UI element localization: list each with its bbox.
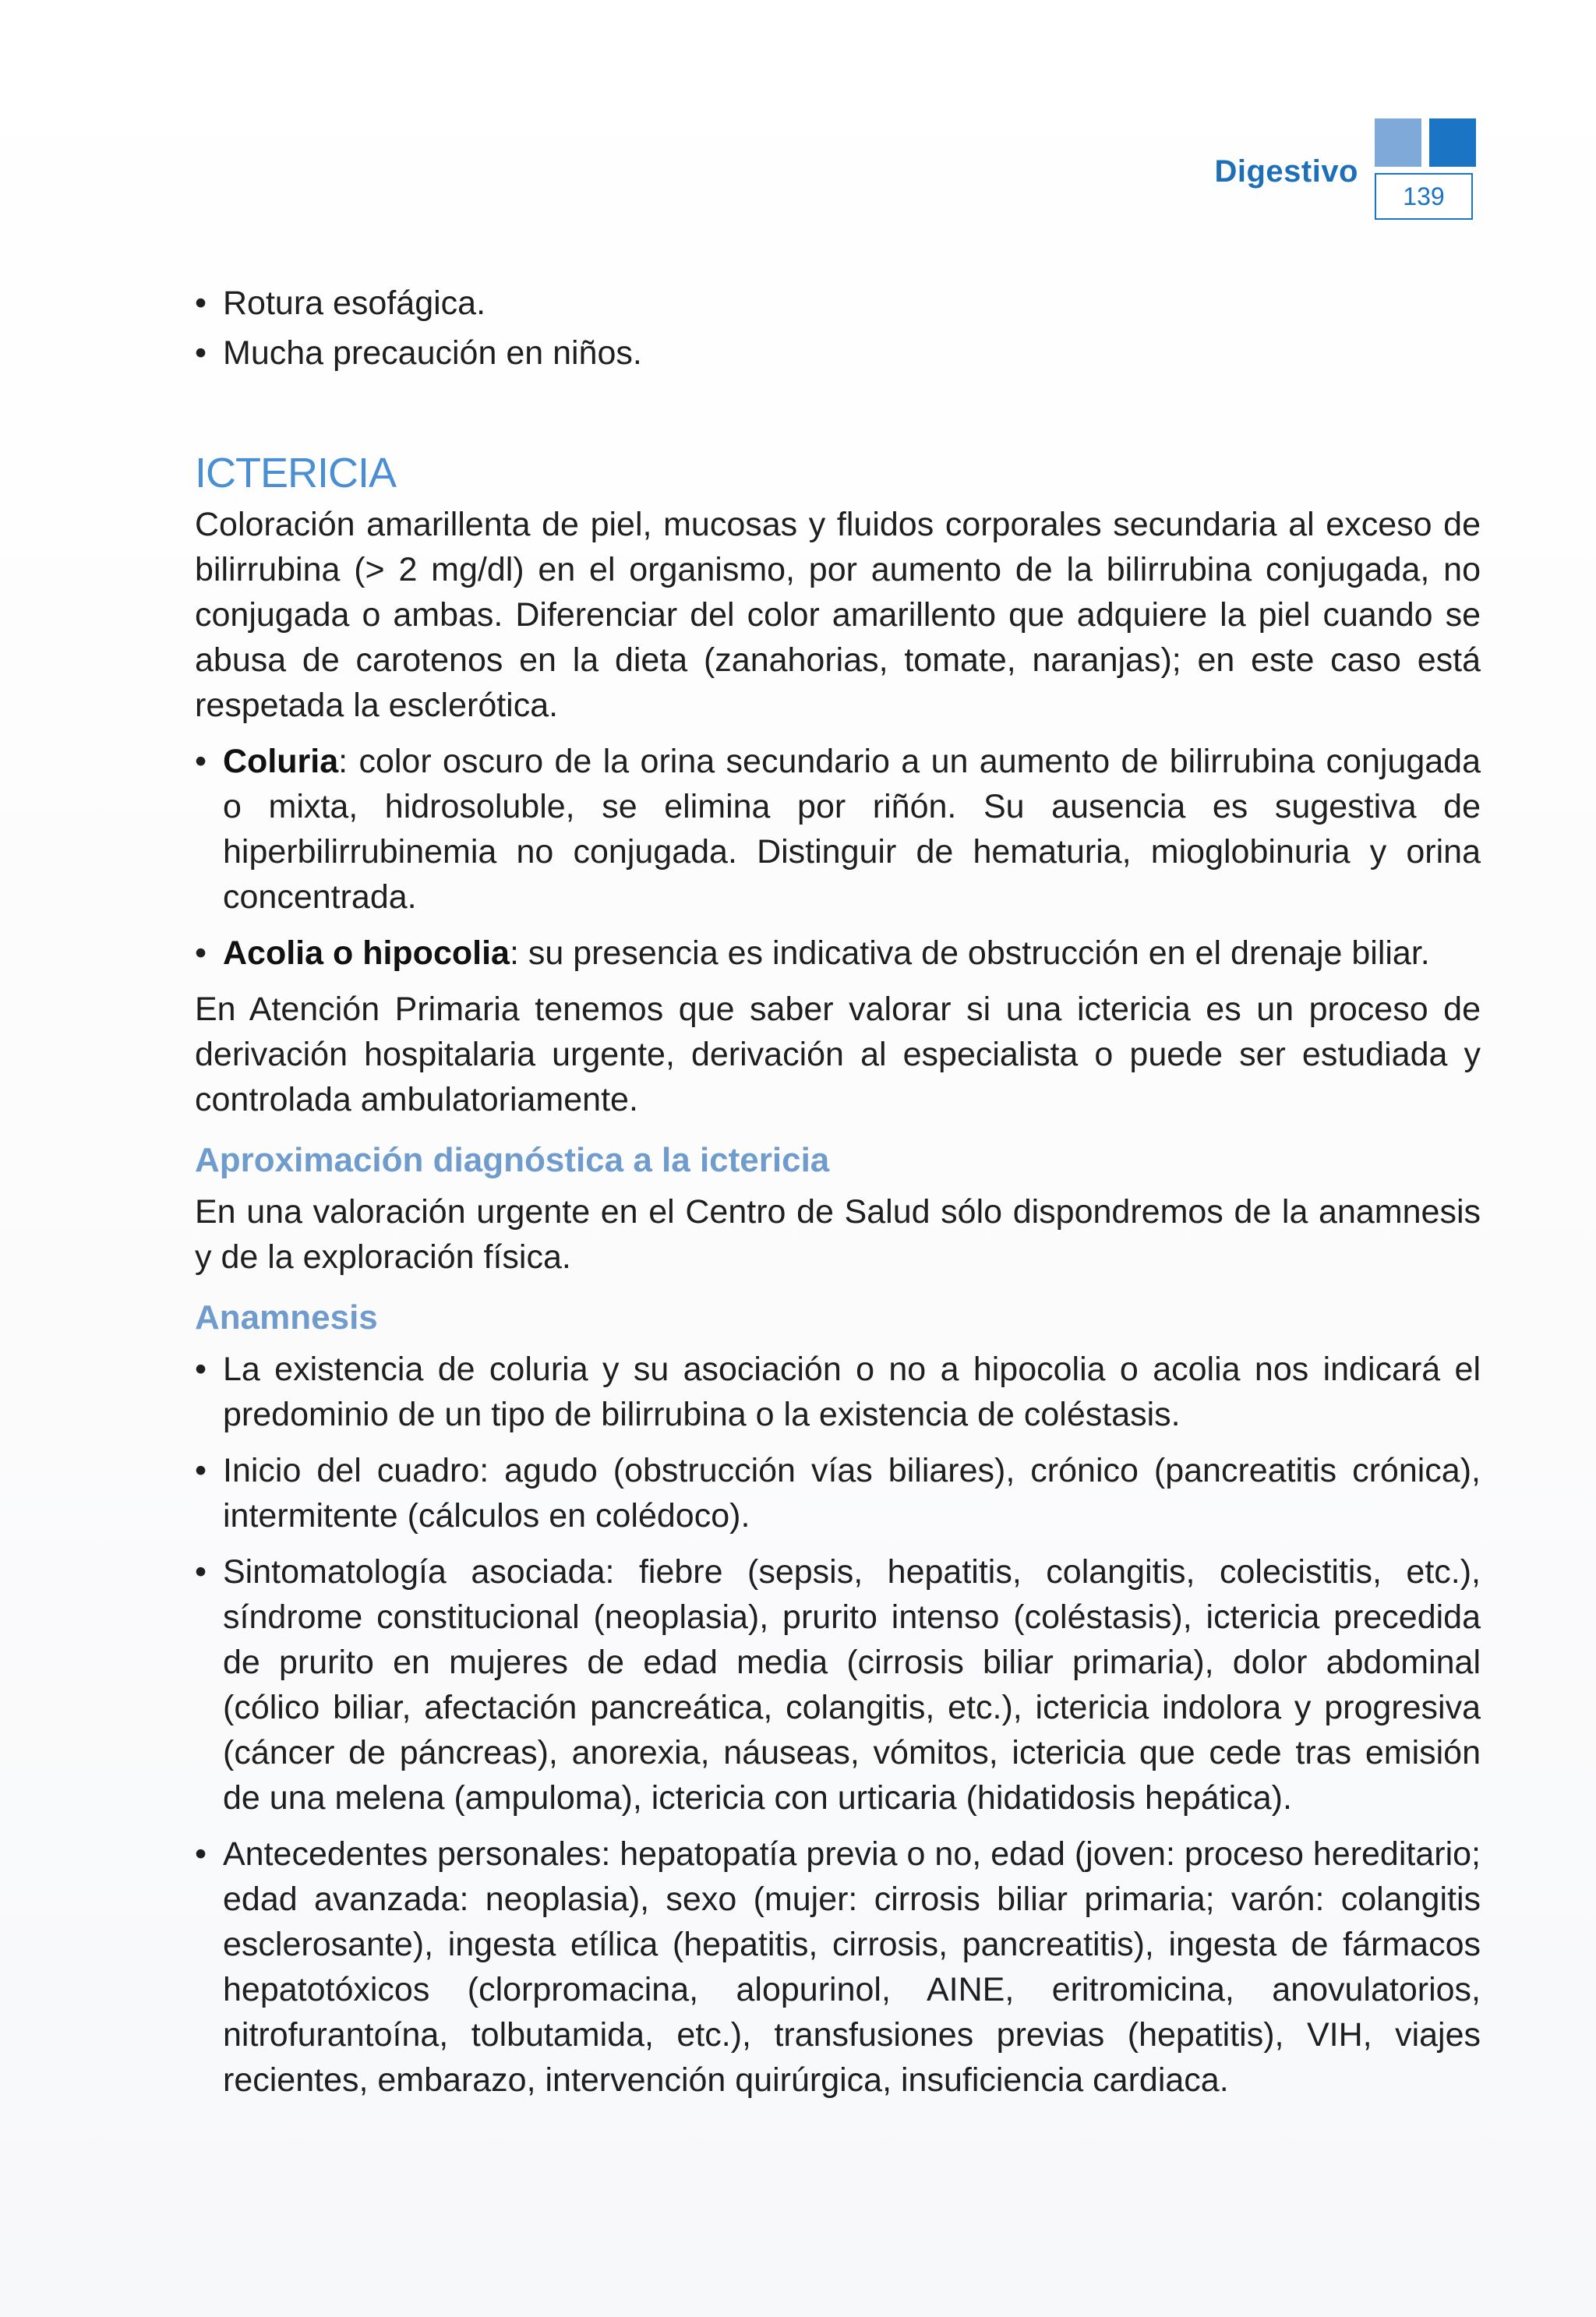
list-item (195, 931, 1481, 976)
icteria-bullet-list (195, 739, 1481, 976)
page-number: 139 (1375, 173, 1473, 220)
page-content (195, 281, 1481, 2114)
list-item: • Rotura esofágica. (195, 281, 1481, 326)
header-square-light (1375, 118, 1421, 167)
list-item: • Sintomatología asociada: fiebre (sepsis, hepatitis, colangitis, colecistitis, etc.), síndrome constitucional (neoplasia), prurito intenso (coléstasis), ictericia precedida de prurito en mujeres de edad media (cirrosis biliar primaria), dolor abdominal (cólico biliar, afectación pancreática, colangitis, etc.), ictericia indolora y progresiva (cáncer de páncreas), anorexia, náuseas, vómitos, ictericia que cede tras emisión de una melena (ampuloma), ictericia con urticaria (hidatidosis hepática). (195, 1549, 1481, 1821)
list-item: • Mucha precaución en niños. (195, 330, 1481, 376)
aproximacion-paragraph: En una valoración urgente en el Centro de Salud sólo dispondremos de la anamnesis y de la exploración física. (195, 1193, 1481, 1276)
anamnesis-bullet-list (195, 1347, 1481, 2103)
section-label: Digestivo (1214, 154, 1358, 189)
term-acolia: Acolia o hipocolia (223, 934, 510, 972)
subheading-aproximacion: Aproximación diagnóstica a la ictericia (195, 1141, 830, 1179)
closing-paragraph: En Atención Primaria tenemos que saber valorar si una ictericia es un proceso de derivación hospitalaria urgente, derivación al especialista o puede ser estudiada y controlada ambulatoriamente. (195, 991, 1481, 1118)
top-bullet-list (195, 281, 1481, 376)
term-coluria: Coluria (223, 743, 339, 780)
subheading-anamnesis: Anamnesis (195, 1298, 378, 1337)
intro-paragraph: Coloración amarillenta de piel, mucosas y fluidos corporales secundaria al exceso de bilirrubina (> 2 mg/dl) en el organismo, por aumento de la bilirrubina conjugada, no conjugada o ambas. Diferenciar del color amarillento que adquiere la piel cuando se abusa de carotenos en la dieta (zanahorias, tomate, naranjas); en este caso está respetada la esclerótica. (195, 506, 1481, 724)
list-item: • Antecedentes personales: hepatopatía previa o no, edad (joven: proceso hereditario; edad avanzada: neoplasia), sexo (mujer: cirrosis biliar primaria; varón: colangitis esclerosante), ingesta etílica (hepatitis, cirrosis, pancreatitis), ingesta de fármacos hepatotóxicos (clorpromacina, alopurinol, AINE, eritromicina, anovulatorios, nitrofurantoína, tolbutamida, etc.), transfusiones previas (hepatitis), VIH, viajes recientes, embarazo, intervención quirúrgica, insuficiencia cardiaca. (195, 1831, 1481, 2103)
list-item (195, 739, 1481, 920)
acolia-text: : su presencia es indicativa de obstrucción en el drenaje biliar. (509, 934, 1430, 972)
section-title: ICTERICIA (195, 450, 397, 496)
list-item: • La existencia de coluria y su asociación o no a hipocolia o acolia nos indicará el predominio de un tipo de bilirrubina o la existencia de coléstasis. (195, 1347, 1481, 1437)
header-square-dark (1429, 118, 1476, 167)
list-item: • Inicio del cuadro: agudo (obstrucción vías biliares), crónico (pancreatitis crónica), intermitente (cálculos en colédoco). (195, 1448, 1481, 1538)
coluria-text: : color oscuro de la orina secundario a un aumento de bilirrubina conjugada o mixta, hidrosoluble, se elimina por riñón. Su ausencia es sugestiva de hiperbilirrubinemia no conjugada. Distinguir de hematuria, mioglobinuria y orina concentrada. (223, 743, 1481, 916)
